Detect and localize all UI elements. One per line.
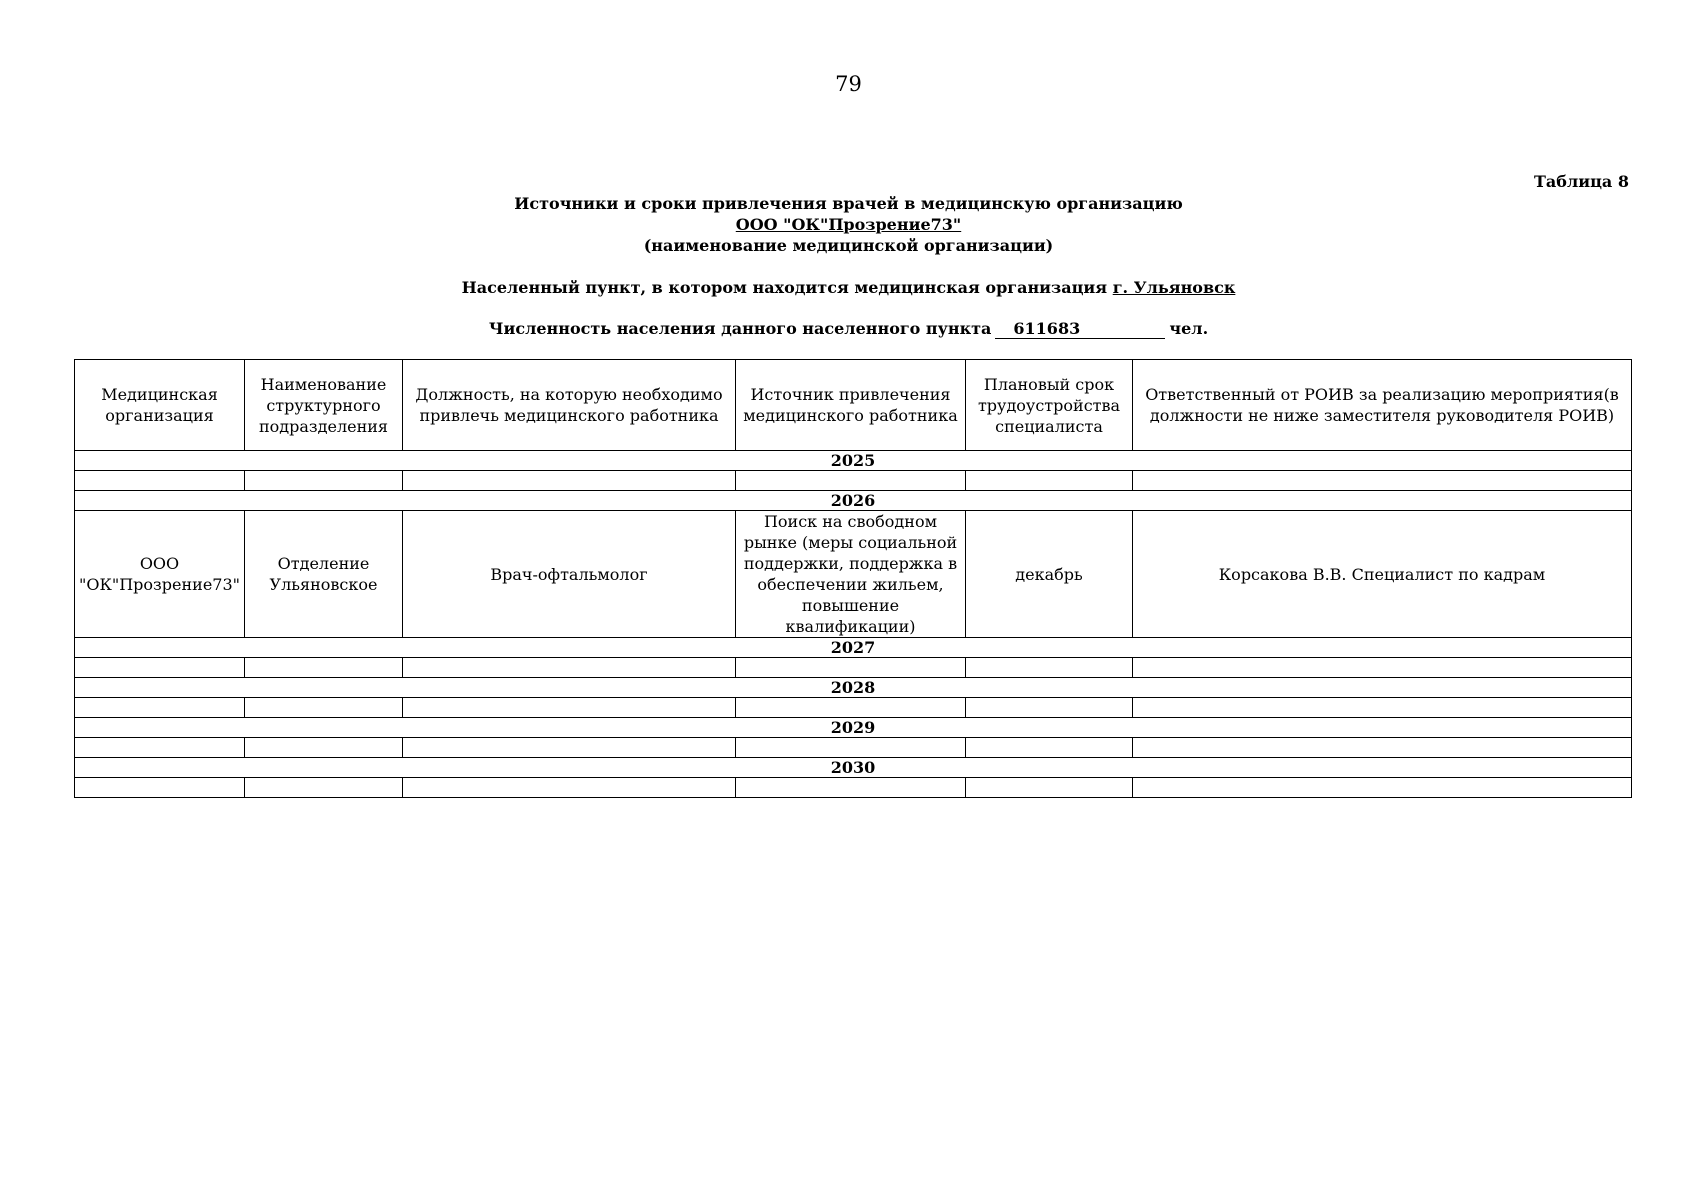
empty-cell [966, 471, 1133, 491]
col-header-position: Должность, на которую необходимо привлечь медицинского работника [403, 360, 736, 451]
empty-row [75, 738, 1632, 758]
year-row [75, 491, 1632, 511]
year-row [75, 718, 1632, 738]
cell-source: Поиск на свободном рынке (меры социальной поддержки, поддержка в обеспечении жильем, повышение квалификации) [736, 511, 966, 638]
cell-position: Врач-офтальмолог [403, 511, 736, 638]
empty-cell [75, 738, 245, 758]
organization-caption: (наименование медицинской организации) [643, 236, 1054, 255]
empty-cell [75, 658, 245, 678]
settlement-label: Населенный пункт, в котором находится медицинская организация [461, 278, 1108, 297]
year-label: 2027 [75, 638, 1632, 658]
empty-cell [403, 738, 736, 758]
year-label: 2028 [75, 678, 1632, 698]
col-header-source: Источник привлечения медицинского работника [736, 360, 966, 451]
empty-cell [1133, 738, 1632, 758]
empty-cell [75, 698, 245, 718]
empty-row [75, 698, 1632, 718]
cell-term: декабрь [966, 511, 1133, 638]
empty-cell [245, 471, 403, 491]
empty-cell [75, 471, 245, 491]
empty-cell [736, 658, 966, 678]
empty-cell [966, 778, 1133, 798]
empty-cell [966, 658, 1133, 678]
empty-cell [403, 778, 736, 798]
table-row [75, 511, 1632, 638]
empty-cell [736, 738, 966, 758]
empty-row [75, 778, 1632, 798]
organization-name-value: ООО "ОК"Прозрение73" [735, 215, 962, 234]
col-header-organization: Медицинская организация [75, 360, 245, 451]
population-line [0, 318, 1697, 339]
empty-cell [403, 471, 736, 491]
year-label: 2029 [75, 718, 1632, 738]
year-label: 2025 [75, 451, 1632, 471]
population-unit: чел. [1169, 319, 1209, 338]
empty-cell [1133, 658, 1632, 678]
settlement-value: г. Ульяновск [1112, 278, 1236, 297]
doctors-recruitment-table [74, 359, 1632, 798]
empty-cell [736, 778, 966, 798]
empty-cell [75, 778, 245, 798]
col-header-term: Плановый срок трудоустройства специалиста [966, 360, 1133, 451]
empty-row [75, 471, 1632, 491]
empty-cell [245, 738, 403, 758]
year-row [75, 758, 1632, 778]
empty-cell [403, 698, 736, 718]
year-row [75, 678, 1632, 698]
cell-unit: Отделение Ульяновское [245, 511, 403, 638]
header-row [75, 360, 1632, 451]
empty-cell [403, 658, 736, 678]
settlement-line [0, 277, 1697, 298]
col-header-responsible: Ответственный от РОИВ за реализацию мероприятия(в должности не ниже заместителя руководителя РОИВ) [1133, 360, 1632, 451]
year-label: 2026 [75, 491, 1632, 511]
empty-cell [245, 658, 403, 678]
empty-cell [966, 698, 1133, 718]
empty-cell [1133, 778, 1632, 798]
col-header-unit: Наименование структурного подразделения [245, 360, 403, 451]
table-label: Таблица 8 [1534, 172, 1629, 191]
document-title: Источники и сроки привлечения врачей в медицинскую организацию [514, 194, 1183, 213]
organization-name [0, 214, 1697, 235]
empty-cell [1133, 471, 1632, 491]
empty-row [75, 658, 1632, 678]
empty-cell [736, 698, 966, 718]
empty-cell [245, 778, 403, 798]
page-number: 79 [835, 72, 862, 96]
cell-organization: ООО "ОК"Прозрение73" [75, 511, 245, 638]
empty-cell [966, 738, 1133, 758]
cell-responsible: Корсакова В.В. Специалист по кадрам [1133, 511, 1632, 638]
year-row [75, 451, 1632, 471]
year-label: 2030 [75, 758, 1632, 778]
population-value: 611683 [995, 320, 1165, 339]
empty-cell [245, 698, 403, 718]
empty-cell [1133, 698, 1632, 718]
empty-cell [736, 471, 966, 491]
year-row [75, 638, 1632, 658]
population-label: Численность населения данного населенного пункта [488, 319, 992, 338]
